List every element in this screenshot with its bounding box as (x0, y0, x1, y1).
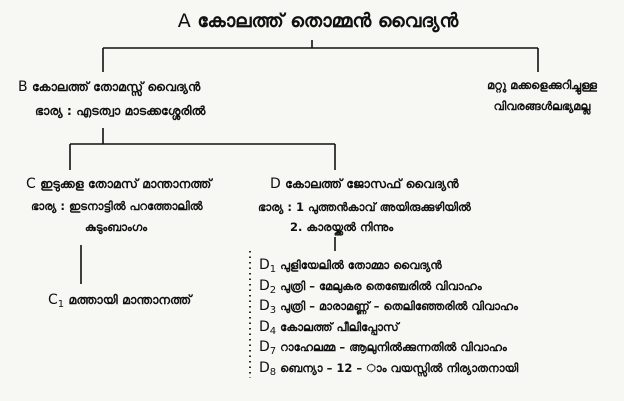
right-note-line2: വിവരങ്ങൾലഭ്യമല്ല (493, 99, 591, 113)
d-spouse-name: 1 പുത്തൻകാവ് അയിരുക്കുഴിയിൽ (295, 200, 471, 214)
d-child-label: $D_4$ (259, 318, 277, 337)
c1-letter: $C_1$ (48, 292, 65, 310)
d-child-item (259, 278, 482, 296)
d-child-item (259, 339, 507, 357)
b-name: കോലത്ത് തോമസ്സ് വൈദ്യൻ (31, 79, 201, 94)
d-child-text: പുത്രി – മേലുകര തെഞ്ചേരിൽ വിവാഹം (280, 278, 482, 293)
d-child-text: ബെന്യാ – 12 – ാം വയസ്സിൽ നിര്യാതനായി (280, 360, 519, 375)
d-child-text: പുത്രി – മാരാമണ്ണ് – തെലിഞ്ഞേരിൽ വിവാഹം (280, 299, 518, 313)
d-child-subscript: 4 (269, 325, 277, 337)
d-child-subscript: 3 (269, 305, 277, 316)
root-letter: A (177, 10, 191, 32)
c1-subscript: 1 (57, 299, 65, 310)
c-spouse-label: ഭാര്യ : (31, 199, 65, 213)
d-letter: D (270, 176, 281, 192)
d-child-label: $D_7$ (259, 339, 277, 357)
d-child-subscript: 2 (269, 284, 277, 296)
d-child-subscript: 8 (269, 366, 277, 378)
d-child-text: കോലത്ത് പീലിപ്പോസ് (280, 319, 399, 334)
d-child-subscript: 7 (269, 346, 277, 357)
c-spouse-line2: കുടുംബാംഗം (84, 220, 148, 234)
b-person (18, 79, 200, 95)
c-spouse-line1 (31, 199, 203, 214)
d-child-subscript: 1 (269, 264, 277, 275)
d-spouse-line1 (258, 200, 471, 215)
c1-name: മത്തായി മാന്താനത്ത് (68, 292, 192, 307)
c-spouse-name: ഇടനാട്ടിൽ പറത്തോലിൽ (68, 199, 203, 213)
d-child-label: $D_8$ (259, 359, 277, 378)
right-note-line1: മറ്റു മക്കളെക്കുറിച്ചുള്ള (487, 78, 597, 92)
d-name: കോലത്ത് ജോസഫ് വൈദ്യൻ (285, 176, 459, 191)
d-child-text: പുളിയേലിൽ തോമ്മാ വൈദ്യൻ (280, 258, 442, 272)
c-name: ഇടുക്കള തോമസ് മാന്താനത്ത് (40, 176, 212, 191)
c-letter: C (26, 176, 36, 192)
d-child-item (259, 298, 518, 316)
d-child-text: റാഹേലമ്മ – ആലുനിൽക്കുന്നതിൽ വിവാഹം (280, 340, 507, 354)
b-letter: B (18, 79, 28, 95)
d-child-label: $D_3$ (259, 298, 277, 316)
d-child-label: $D_2$ (259, 277, 277, 296)
c-person (26, 176, 211, 192)
d-child-item (259, 257, 442, 275)
d-spouse-line2: 2. കാരയ്ക്കൽ നിന്നും (290, 220, 394, 234)
root-name: കോലത്ത് തൊമ്മൻ വൈദ്യൻ (197, 10, 459, 32)
d-child-item (259, 319, 399, 337)
d-spouse-label: ഭാര്യ : (258, 200, 292, 214)
d-child-item (259, 360, 518, 378)
d-child-label: $D_1$ (259, 257, 277, 275)
d-person (270, 176, 459, 192)
b-spouse-label: ഭാര്യ : (35, 103, 72, 118)
root-person (178, 10, 459, 32)
b-spouse (35, 103, 205, 119)
c1-person (48, 292, 191, 310)
b-spouse-name: എടത്വാ മാടക്കശ്ശേരിൽ (76, 103, 206, 118)
